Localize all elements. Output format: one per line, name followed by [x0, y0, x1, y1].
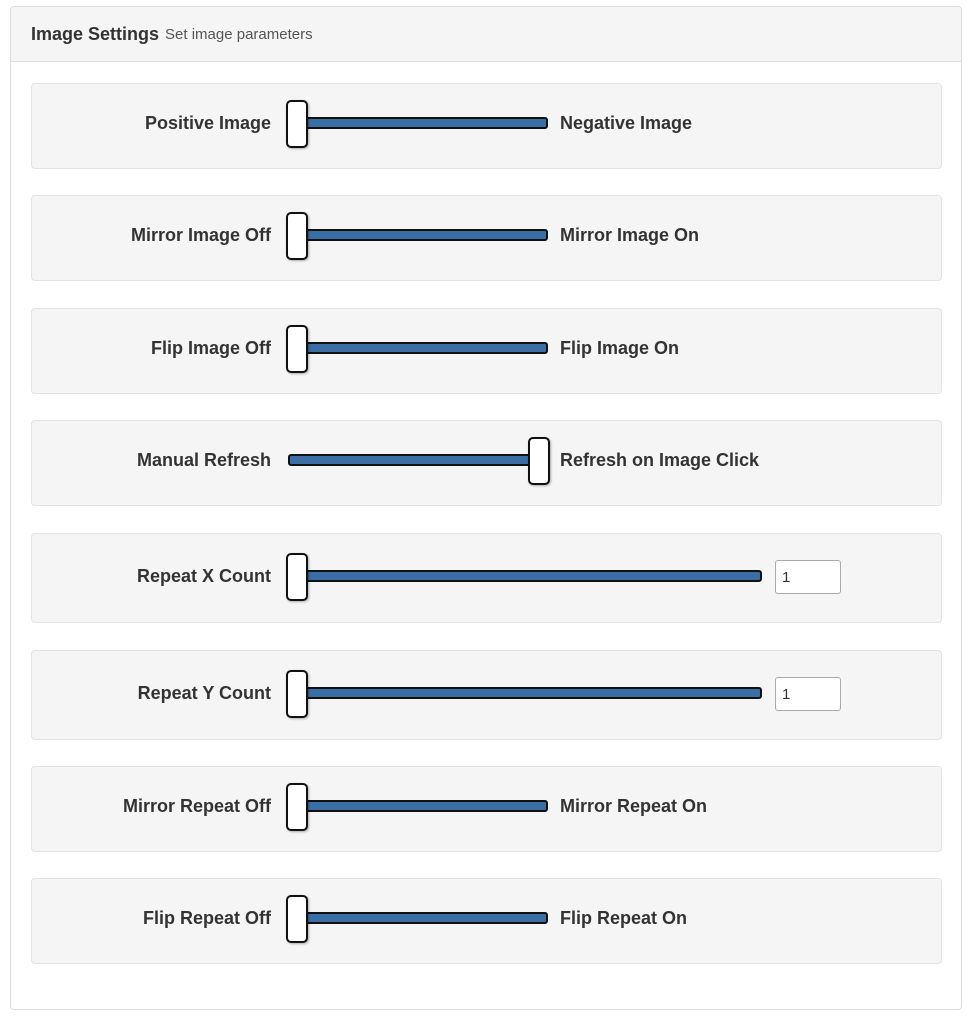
polarity-left-label: Positive Image [144, 113, 271, 133]
mirror-image-slider-track[interactable] [288, 229, 548, 241]
mirror-repeat-right-label: Mirror Repeat On [560, 796, 708, 816]
refresh-mode-slider-track[interactable] [288, 454, 548, 466]
polarity-right-label: Negative Image [560, 113, 693, 133]
mirror-repeat-slider-handle[interactable] [286, 783, 308, 831]
flip-repeat-slider-track[interactable] [288, 912, 548, 924]
repeat-x-slider-handle[interactable] [286, 553, 308, 601]
flip-image-left-label: Flip Image Off [150, 338, 271, 358]
setting-row-polarity [31, 83, 942, 169]
setting-row-mirror-repeat [31, 766, 942, 852]
setting-row-refresh-mode [31, 420, 942, 506]
repeat-y-count-input[interactable] [775, 677, 841, 711]
flip-image-right-label: Flip Image On [560, 338, 680, 358]
flip-repeat-slider-handle[interactable] [286, 895, 308, 943]
refresh-mode-left-label: Manual Refresh [136, 450, 271, 470]
mirror-image-slider-handle[interactable] [286, 212, 308, 260]
refresh-mode-slider-handle[interactable] [528, 437, 550, 485]
repeat-x-slider-track[interactable] [288, 570, 762, 582]
repeat-x-label: Repeat X Count [136, 566, 271, 586]
polarity-slider-handle[interactable] [286, 100, 308, 148]
mirror-image-left-label: Mirror Image Off [130, 225, 271, 245]
mirror-repeat-slider-track[interactable] [288, 800, 548, 812]
setting-row-flip-image [31, 308, 942, 394]
flip-image-slider-track[interactable] [288, 342, 548, 354]
setting-row-repeat-y [31, 650, 942, 740]
repeat-y-label: Repeat Y Count [137, 683, 271, 703]
repeat-y-slider-handle[interactable] [286, 670, 308, 718]
mirror-image-right-label: Mirror Image On [560, 225, 700, 245]
refresh-mode-right-label: Refresh on Image Click [560, 450, 760, 470]
flip-repeat-right-label: Flip Repeat On [560, 908, 688, 928]
repeat-y-slider-track[interactable] [288, 687, 762, 699]
flip-image-slider-handle[interactable] [286, 325, 308, 373]
setting-row-flip-repeat [31, 878, 942, 964]
repeat-x-count-input[interactable] [775, 560, 841, 594]
image-settings-panel [10, 6, 962, 1010]
panel-heading [11, 7, 961, 62]
flip-repeat-left-label: Flip Repeat Off [142, 908, 271, 928]
panel-title: Image Settings [31, 23, 160, 44]
setting-row-repeat-x [31, 533, 942, 623]
mirror-repeat-left-label: Mirror Repeat Off [122, 796, 271, 816]
panel-subtitle: Set image parameters [165, 25, 313, 43]
polarity-slider-track[interactable] [288, 117, 548, 129]
setting-row-mirror-image [31, 195, 942, 281]
